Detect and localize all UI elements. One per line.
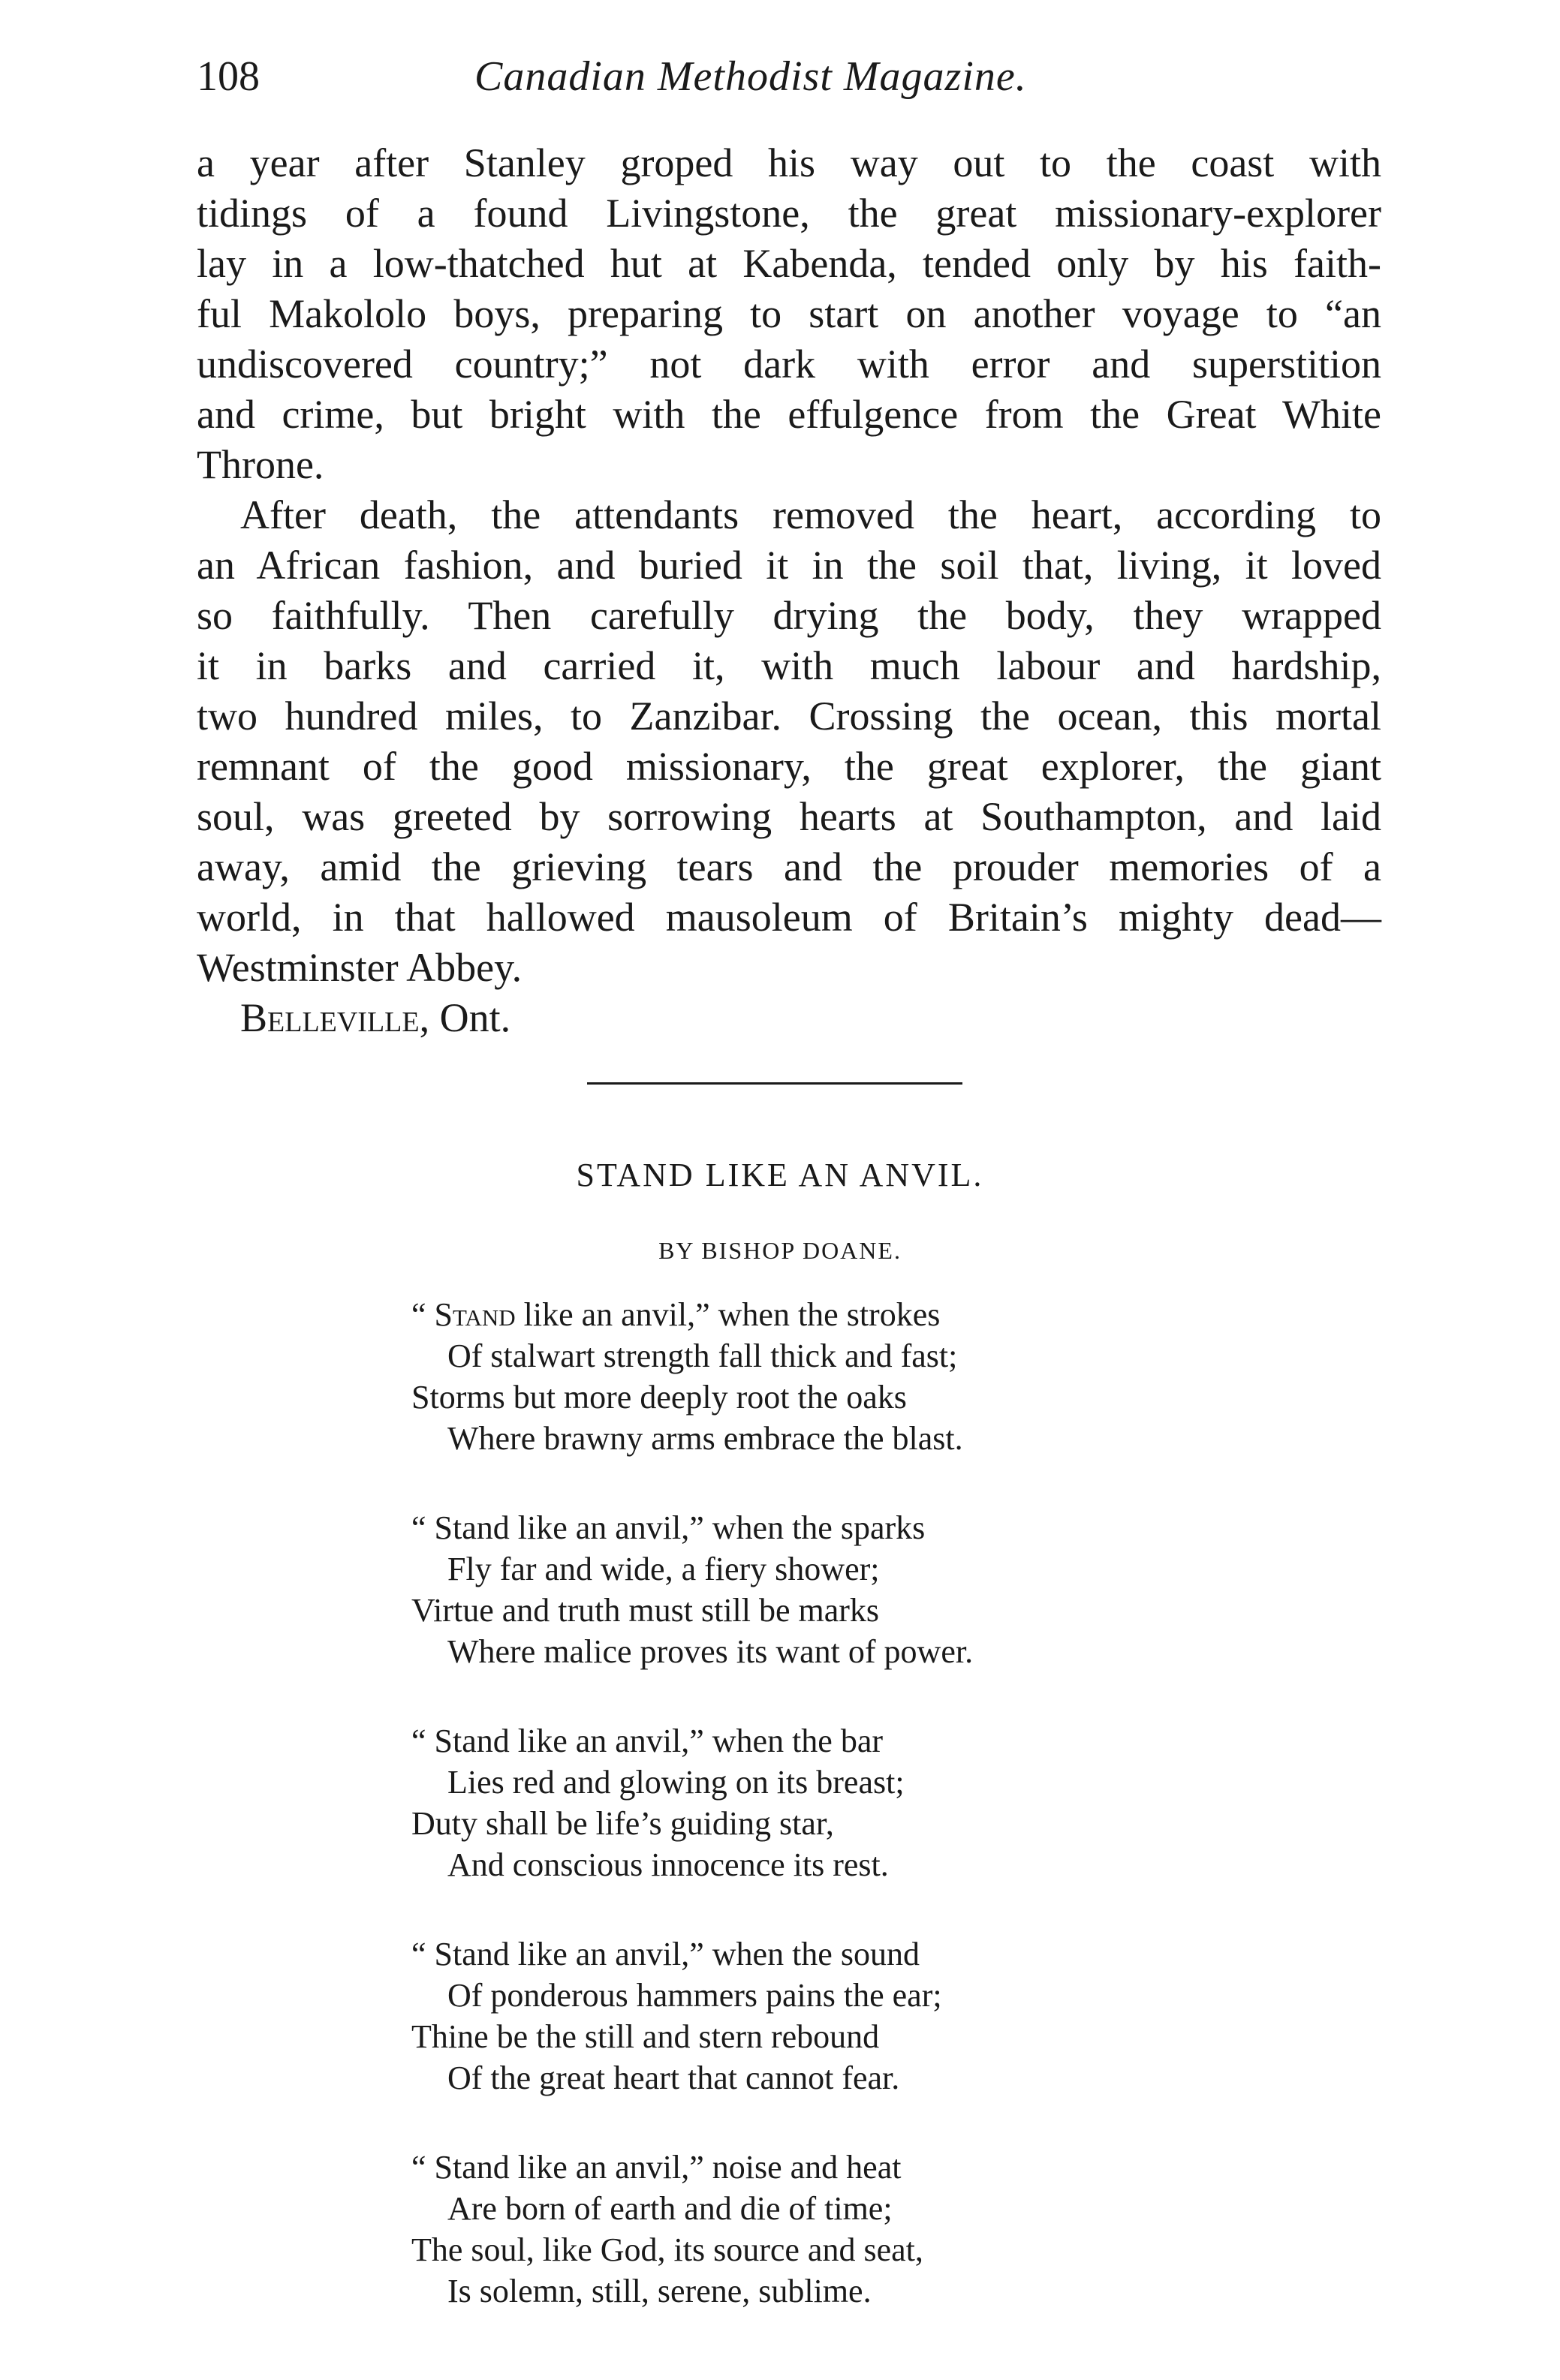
open-quote: “ bbox=[411, 1296, 435, 1333]
text-line: undiscovered country;” not dark with error and superstition bbox=[197, 342, 1381, 387]
poem-line bbox=[411, 1294, 973, 1335]
text-line: an African fashion, and buried it in the soil that, living, it loved bbox=[197, 543, 1381, 588]
poem-line: Duty shall be life’s guiding star, bbox=[411, 1805, 834, 1842]
poem-stanza bbox=[411, 2147, 973, 2312]
poem-line: Lies red and glowing on its breast; bbox=[447, 1764, 905, 1801]
text-line: remnant of the good missionary, the great explorer, the giant bbox=[197, 744, 1381, 789]
poem-title: STAND LIKE AN ANVIL. bbox=[576, 1157, 984, 1193]
poem-line: Where brawny arms embrace the blast. bbox=[447, 1420, 963, 1457]
signature-province: , Ont. bbox=[419, 995, 511, 1040]
poem-line: Is solemn, still, serene, sublime. bbox=[447, 2273, 872, 2309]
page-number: 108 bbox=[197, 53, 260, 100]
text-line: two hundred miles, to Zanzibar. Crossing the ocean, this mortal bbox=[197, 694, 1381, 739]
text-line: so faithfully. Then carefully drying the body, they wrapped bbox=[197, 593, 1381, 638]
signature-place: Belleville bbox=[240, 995, 420, 1040]
poem-line-rest: like an anvil,” when the strokes bbox=[515, 1296, 941, 1333]
poem-line: Storms but more deeply root the oaks bbox=[411, 1379, 907, 1416]
text-line: soul, was greeted by sorrowing hearts at Southampton, and laid bbox=[197, 794, 1381, 839]
signature-line bbox=[197, 993, 1381, 1043]
text-line: and crime, but bright with the effulgence from the Great White bbox=[197, 392, 1381, 437]
text-line: a year after Stanley groped his way out to the coast with bbox=[197, 140, 1381, 185]
poem-stanza bbox=[411, 1294, 973, 1459]
section-divider bbox=[587, 1082, 962, 1085]
poem-line: “ Stand like an anvil,” when the bar bbox=[411, 1723, 884, 1759]
poem-line: “ Stand like an anvil,” when the sparks bbox=[411, 1509, 926, 1546]
poem-line: And conscious innocence its rest. bbox=[447, 1846, 889, 1883]
poem-line: The soul, like God, its source and seat, bbox=[411, 2231, 923, 2268]
text-line: After death, the attendants removed the heart, according to bbox=[240, 492, 1381, 537]
text-line: Westminster Abbey. bbox=[197, 945, 523, 990]
poem-line: Where malice proves its want of power. bbox=[447, 1633, 974, 1670]
poem-line: Fly far and wide, a fiery shower; bbox=[447, 1551, 880, 1587]
text-line: away, amid the grieving tears and the prouder memories of a bbox=[197, 844, 1381, 889]
poem-line: Of the great heart that cannot fear. bbox=[447, 2060, 900, 2096]
text-line: it in barks and carried it, with much labour and hardship, bbox=[197, 643, 1381, 688]
running-title: Canadian Methodist Magazine. bbox=[474, 53, 1027, 100]
text-line: world, in that hallowed mausoleum of Britain’s mighty dead— bbox=[197, 895, 1381, 940]
text-line: ful Makololo boys, preparing to start on another voyage to “an bbox=[197, 291, 1381, 336]
poem-stanza bbox=[411, 1507, 973, 1672]
poem-line: “ Stand like an anvil,” when the sound bbox=[411, 1936, 920, 1972]
poem-author: BY BISHOP DOANE. bbox=[658, 1237, 902, 1264]
poem-line: Thine be the still and stern rebound bbox=[411, 2018, 880, 2055]
poem-stanza bbox=[411, 1720, 973, 1885]
text-line: tidings of a found Livingstone, the great missionary-explorer bbox=[197, 191, 1381, 236]
poem-line: Of stalwart strength fall thick and fast; bbox=[447, 1337, 958, 1374]
poem-line: “ Stand like an anvil,” noise and heat bbox=[411, 2149, 902, 2186]
page-header bbox=[197, 53, 1383, 113]
text-line: Throne. bbox=[197, 442, 324, 487]
poem-line: Virtue and truth must still be marks bbox=[411, 1592, 880, 1629]
poem-line: Are born of earth and die of time; bbox=[447, 2190, 893, 2227]
lead-word: Stand bbox=[434, 1296, 516, 1333]
poem-line: Of ponderous hammers pains the ear; bbox=[447, 1977, 942, 2014]
text-line: lay in a low-thatched hut at Kabenda, tended only by his faith- bbox=[197, 241, 1381, 286]
article-body bbox=[197, 138, 1381, 1043]
poem-body bbox=[411, 1294, 973, 2360]
poem-stanza bbox=[411, 1933, 973, 2099]
